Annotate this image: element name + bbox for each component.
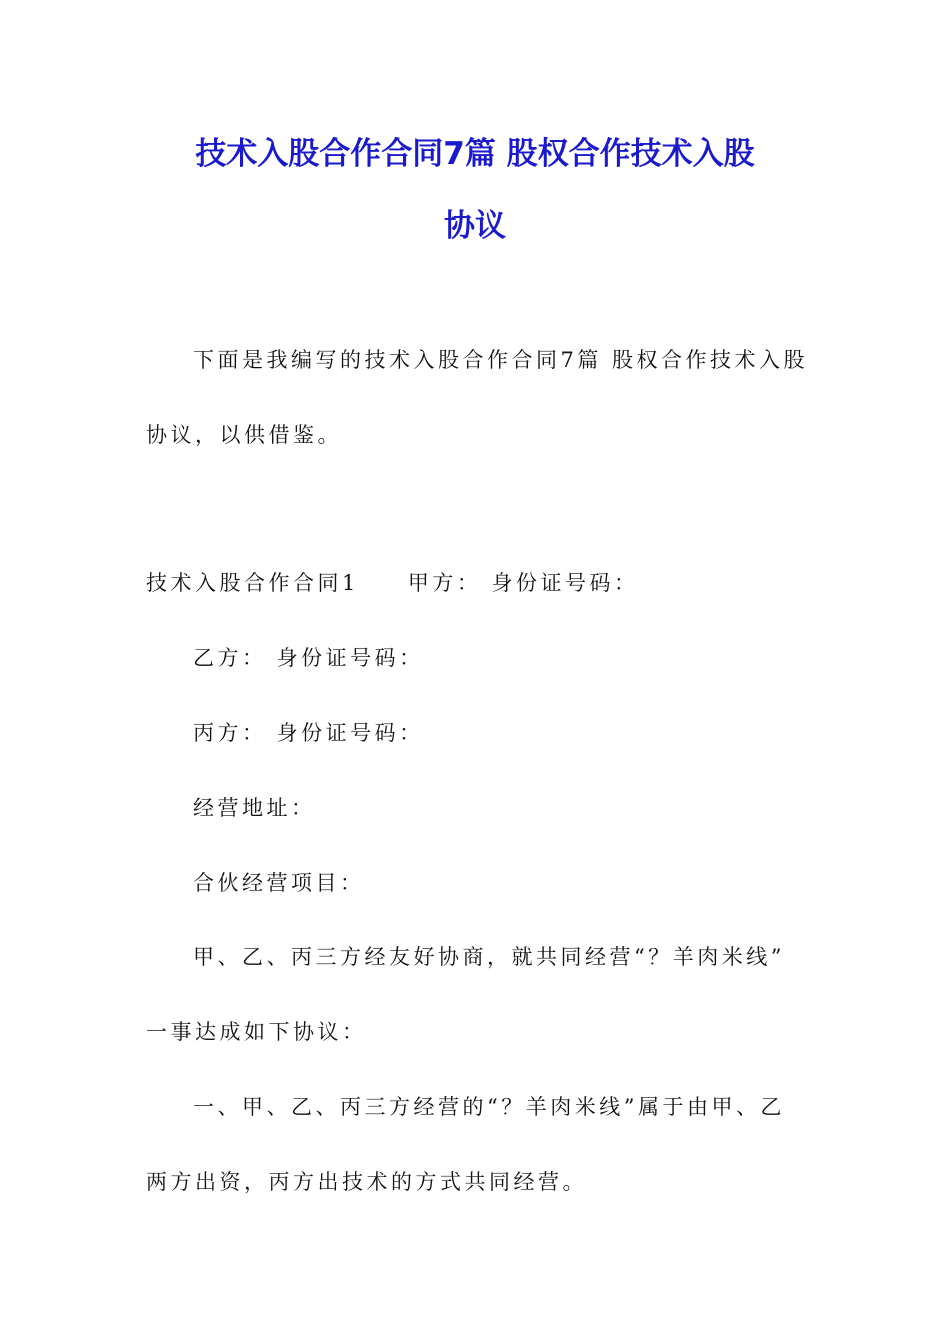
document-title-line-1: 技术入股合作合同7篇 股权合作技术入股: [195, 136, 755, 172]
agreement-paragraph-line-1: 甲、乙、丙三方经友好协商，就共同经营“？羊肉米线”: [193, 945, 785, 969]
business-address-line: 经营地址：: [193, 796, 316, 820]
contract-heading: 技术入股合作合同1 甲方： 身份证号码：: [146, 571, 639, 595]
agreement-paragraph-line-2: 一事达成如下协议：: [146, 1020, 367, 1044]
intro-paragraph-line-2: 协议，以供借鉴。: [146, 423, 342, 447]
party-c-line: 丙方： 身份证号码：: [193, 721, 424, 745]
clause-1-line-2: 两方出资，丙方出技术的方式共同经营。: [146, 1170, 587, 1194]
clause-1-line-1: 一、甲、乙、丙三方经营的“？羊肉米线”属于由甲、乙: [193, 1095, 785, 1119]
party-b-line: 乙方： 身份证号码：: [193, 646, 424, 670]
document-title-line-2: 协议: [444, 208, 506, 244]
intro-paragraph-line-1: 下面是我编写的技术入股合作合同7篇 股权合作技术入股: [193, 348, 809, 372]
partnership-project-line: 合伙经营项目：: [193, 871, 365, 895]
